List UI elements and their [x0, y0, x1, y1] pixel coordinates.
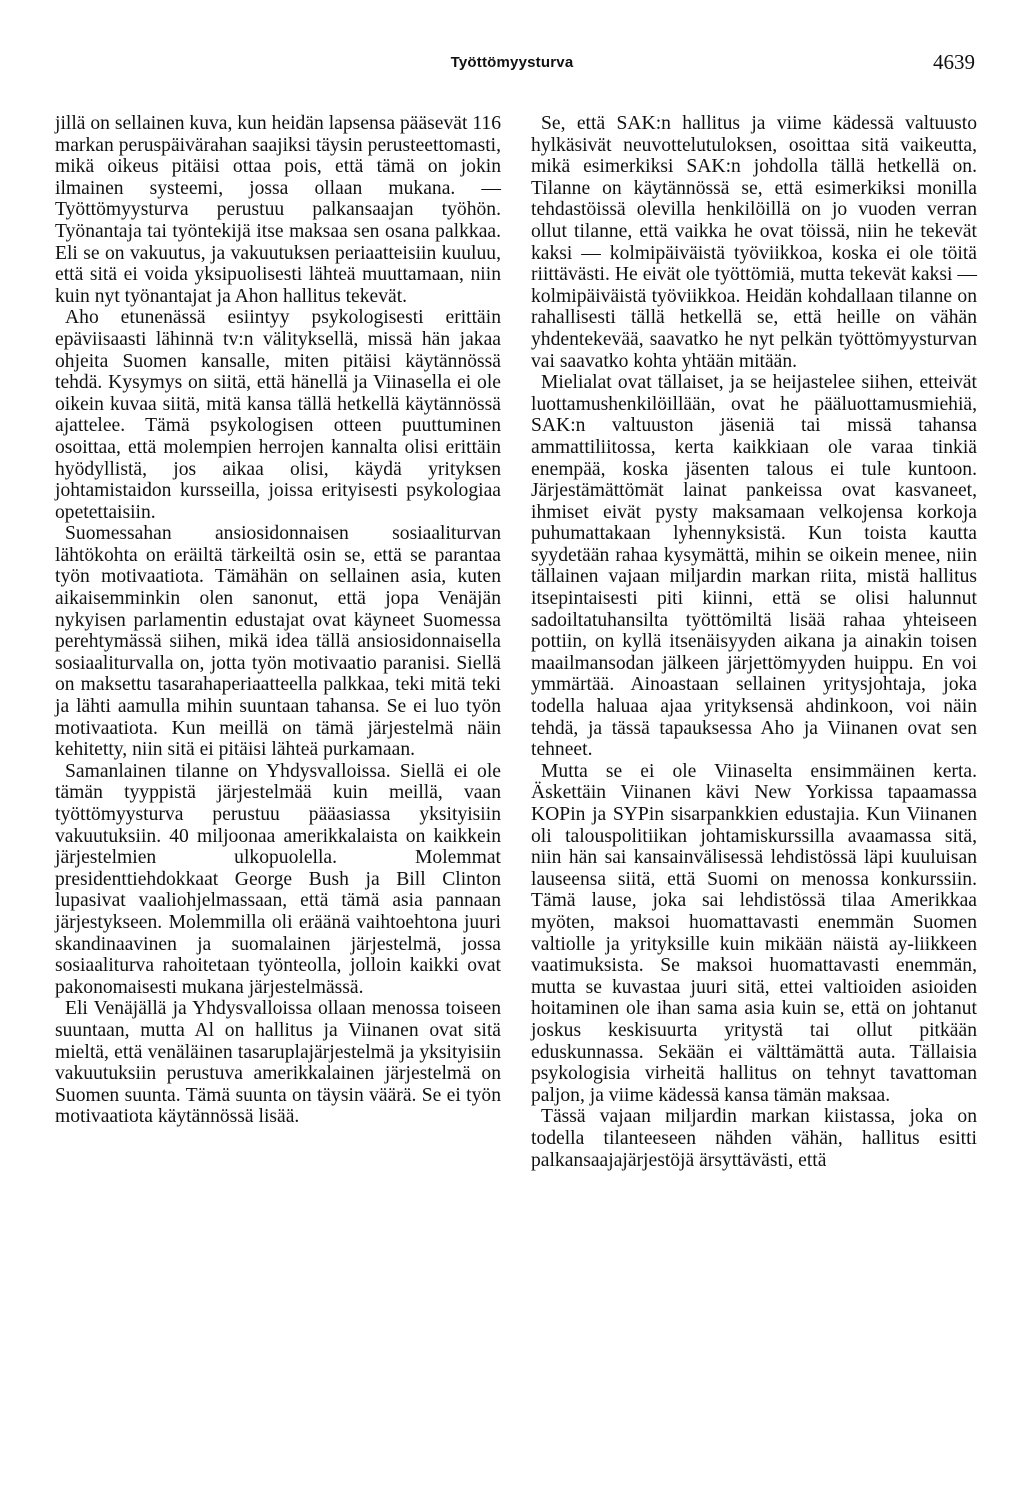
paragraph: Aho etunenässä esiintyy psykologisesti erittäin epäviisaasti lähinnä tv:n välityksellä, missä hän jakaa ohjeita Suomen kansalle, miten pitäisi käytännössä tehdä. Kysymys on siitä, että hänellä ja Viinasella ei ole oikein kuvaa siitä, mitä kansa tällä hetkellä käytännössä ajattelee. Tämä psykologisen otteen puuttuminen osoittaa, että molempien herrojen kannalta olisi erittäin hyödyllistä, jos aikaa olisi, käydä yrityksen johtamistaidon kursseilla, joissa erityisesti psykologiaa opetettaisiin.	[55, 307, 501, 523]
paragraph: Se, että SAK:n hallitus ja viime kädessä valtuusto hylkäsivät neuvottelutuloksen, osoittaa sitä vaikeutta, mikä esimerkiksi SAK:n johdolla tällä hetkellä on. Tilanne on käytännössä se, että esimerkiksi monilla tehdastöissä olevilla henkilöillä on jo vuoden verran ollut tilanne, että vaikka he ovat töissä, niin he tekevät kaksi — kolmipäiväistä työviikkoa, koska ei ole töitä riittävästi. He eivät ole työttömiä, mutta tekevät kaksi — kolmipäiväistä työviikkoa. Heidän kohdallaan tilanne on rahallisesti tällä hetkellä se, että heille on vähän yhdentekevää, saavatko he nyt pelkän työttömyysturvan vai saavatko kohta yhtään mitään.	[531, 113, 977, 372]
running-header-title: Työttömyysturva	[450, 54, 574, 71]
page-number: 4639	[933, 50, 975, 74]
left-column	[55, 113, 501, 1128]
paragraph: Tässä vajaan miljardin markan kiistassa, joka on todella tilanteeseen nähden vähän, hallitus esitti palkansaajajärjestöjä ärsyttävästi, että	[531, 1106, 977, 1171]
right-column	[531, 113, 977, 1171]
paragraph: Eli Venäjällä ja Yhdysvalloissa ollaan menossa toiseen suuntaan, mutta Al on hallitus ja Viinanen ovat sitä mieltä, että venäläinen tasaruplajärjestelmä ja yksityisiin vakuutuksiin perustuva amerikkalainen järjestelmä on Suomen suunta. Tämä suunta on täysin väärä. Se ei työn motivaatiota käytännössä lisää.	[55, 998, 501, 1128]
paragraph: Mutta se ei ole Viinaselta ensimmäinen kerta. Äskettäin Viinanen kävi New Yorkissa tapaamassa KOPin ja SYPin sisarpankkien edustajia. Kun Viinanen oli talouspolitiikan johtamiskurssilla avaamassa sitä, niin hän sai kansainvälisessä lehdistössä läpi kuuluisan lauseensa siitä, että Suomi on menossa konkurssiin. Tämä lause, joka sai lehdistössä tilaa Amerikkaa myöten, maksoi huomattavasti enemmän Suomen valtiolle ja yrityksille kuin mikään näistä ay-liikkeen vaatimuksista. Se maksoi huomattavasti enemmän, mutta se kuvastaa juuri sitä, ettei valtioiden asioiden hoitaminen ole ihan sama asia kuin se, että on johtanut joskus keskisuurta yritystä tai ollut pitkään eduskunnassa. Sekään ei välttämättä auta. Tällaisia psykologisia virheitä hallitus on tehnyt tavattoman paljon, ja viime kädessä kansa tämän maksaa.	[531, 760, 977, 1106]
paragraph: Mielialat ovat tällaiset, ja se heijastelee siihen, etteivät luottamushenkilöillään, ovat he pääluottamusmiehiä, SAK:n valtuuston jäseniä tai missä tahansa ammattiliitossa, kerta kaikkiaan ole varaa tinkiä enempää, koska jäsenten talous ei tule kuntoon. Järjestämättömät lainat pankeissa ovat kasvaneet, ihmiset eivät pysty maksamaan velkojensa korkoja puhumattakaan lyhennyksistä. Kun toista kautta syydetään rahaa kysymättä, mihin se oikein menee, niin tällainen vajaan miljardin markan riita, mistä hallitus itsepintaisesti piti kiinni, että se olisi halunnut sadoiltatuhansilta työttömiltä lisää rahaa yhteiseen pottiin, on kyllä itsenäisyyden aikana ja ainakin toisen maailmansodan jälkeen järjettömyyden huippu. En voi ymmärtää. Ainoastaan sellainen yritysjohtaja, joka todella haluaa ajaa yrityksensä ahdinkoon, voi näin tehdä, ja tässä tapauksessa Aho ja Viinanen ovat sen tehneet.	[531, 372, 977, 761]
paragraph: Suomessahan ansiosidonnaisen sosiaaliturvan lähtökohta on eräiltä tärkeiltä osin se, että se parantaa työn motivaatiota. Tämähän on sellainen asia, kuten aikaisemminkin olen sanonut, että jopa Venäjän nykyisen parlamentin edustajat ovat käyneet Suomessa perehtymässä siihen, mikä idea tällä ansiosidonnaisella sosiaaliturvalla on, jotta työn motivaatio paranisi. Siellä on maksettu tasarahaperiaatteella palkkaa, teki mitä teki ja lähti aamulla mihin suuntaan tahansa. Se ei luo työn motivaatiota. Kun meillä on tämä järjestelmä näin kehitetty, niin sitä ei pitäisi lähteä purkamaan.	[55, 523, 501, 761]
paragraph: jillä on sellainen kuva, kun heidän lapsensa pääsevät 116 markan peruspäivärahan saajiksi täysin perusteettomasti, mikä oikeus pitäisi ottaa pois, että tämä on jokin ilmainen systeemi, jossa ollaan mukana. — Työttömyysturva perustuu palkansaajan työhön. Työnantaja tai työntekijä itse maksaa sen osana palkkaa. Eli se on vakuutus, ja vakuutuksen periaatteisiin kuuluu, että sitä ei voida yksipuolisesti lähteä muuttamaan, niin kuin nyt työnantajat ja Ahon hallitus tekevät.	[55, 113, 501, 307]
paragraph: Samanlainen tilanne on Yhdysvalloissa. Siellä ei ole tämän tyyppistä järjestelmää kuin meillä, vaan työttömyysturva perustuu pääasiassa yksityisiin vakuutuksiin. 40 miljoonaa amerikkalaista on kaikkein järjestelmien ulkopuolella. Molemmat presidenttiehdokkaat George Bush ja Bill Clinton lupasivat vaaliohjelmassaan, että tämä asia pannaan järjestykseen. Molemmilla oli eräänä vaihtoehtona juuri skandinaavinen ja suomalainen järjestelmä, jossa sosiaaliturva rahoitetaan työnteolla, jolloin kaikki ovat pakonomaisesti mukana järjestelmässä.	[55, 760, 501, 998]
